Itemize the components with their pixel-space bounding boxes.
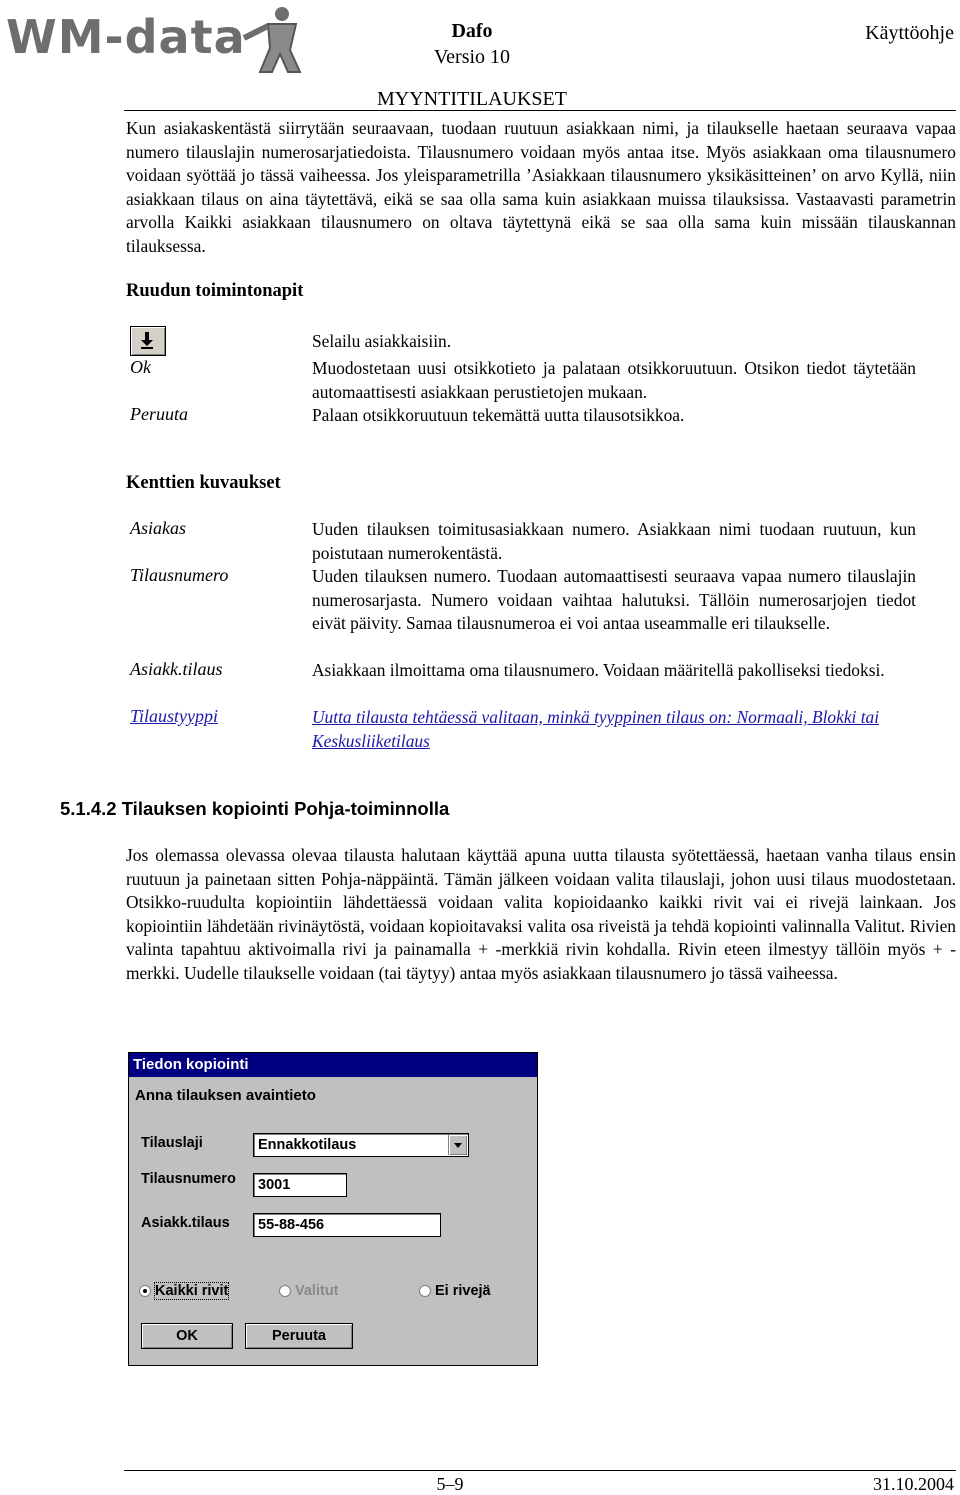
asiakk-tilaus-field[interactable]: 55-88-456 (253, 1213, 441, 1237)
radio-unselected-icon (279, 1285, 291, 1297)
term-ok: Ok (130, 357, 151, 377)
term-asiakas: Asiakas (130, 518, 186, 538)
browse-button[interactable] (130, 326, 166, 356)
fields-heading: Kenttien kuvaukset (126, 473, 281, 493)
section-title: MYYNTITILAUKSET (377, 88, 567, 110)
radio-ei-riveja-label: Ei rivejä (435, 1283, 491, 1299)
term-tilaustyyppi-link[interactable]: Tilaustyyppi (130, 706, 219, 726)
tilaustyyppi-desc-link[interactable]: Uutta tilausta tehtäessä valitaan, minkä tyyppinen tilaus on: Normaali, Blokki tai Keskusliiketilaus (312, 707, 880, 751)
radio-ei-riveja[interactable] (419, 1283, 491, 1299)
asiakk-tilaus-desc: Asiakkaan ilmoittama oma tilausnumero. Voidaan määritellä pakolliseksi tiedoksi. (312, 660, 885, 680)
radio-selected-icon (139, 1285, 151, 1297)
tilausnumero-field[interactable]: 3001 (253, 1173, 347, 1197)
dialog-prompt: Anna tilauksen avaintieto (135, 1087, 316, 1104)
buttons-heading: Ruudun toimintonapit (126, 281, 304, 301)
peruuta-desc: Palaan otsikkoruutuun tekemättä uutta tilausotsikkoa. (312, 405, 685, 425)
tilauslaji-value: Ennakkotilaus (258, 1137, 357, 1153)
radio-kaikki-rivit[interactable] (139, 1283, 228, 1299)
term-peruuta: Peruuta (130, 404, 188, 424)
tilausnumero-desc: Uuden tilauksen numero. Tuodaan automaattisesti seuraava vapaa numero tilauslajin numerosarjasta. Numero voidaan vaihtaa halutuksi. Tällöin numerosarjojen tiedot eivät päivity. Samaa tilausnumeroa ei voi antaa useammalle eri tilaukselle. (312, 566, 916, 633)
tilauslaji-select[interactable] (253, 1133, 469, 1157)
footer-date: 31.10.2004 (873, 1474, 954, 1494)
cancel-button[interactable]: Peruuta (245, 1323, 353, 1349)
page-number: 5–9 (436, 1474, 464, 1494)
doc-version: Versio 10 (433, 46, 511, 68)
intro-paragraph: Kun asiakaskentästä siirrytään seuraavaan, tuodaan ruutuun asiakkaan nimi, ja tilaukselle haetaan seuraava vapaa numero tilauslajin numerosarjatiedoista. Tilausnumero voidaan myös antaa itse. Myös asiakkaan oma tilausnumero voidaan syöttää jo tässä vaiheessa. Jos yleisparametrilla ’Asiakkaan tilausnumero yksikäsitteinen’ on arvo Kyllä, niin asiakkaan tilaus on aina täytettävä, eikä se saa olla sama kuin asiakkaan muissa tilauksissa. Vastaavasti parametrin arvolla Kaikki asiakkaan tilausnumero on oltava täytettynä eikä se saa olla sama kuin missään tilauskannan tilauksessa. (126, 118, 956, 256)
radio-unselected-icon (419, 1285, 431, 1297)
logo-text: WM-data (6, 10, 246, 64)
header-rule (124, 110, 956, 111)
asiakk-tilaus-label: Asiakk.tilaus (141, 1215, 230, 1231)
asiakas-desc: Uuden tilauksen toimitusasiakkaan numero. Asiakkaan nimi tuodaan ruutuun, kun poistutaan numerokentästä. (312, 519, 916, 563)
dropdown-button[interactable] (448, 1135, 467, 1155)
ok-desc: Muodostetaan uusi otsikkotieto ja palataan otsikkoruutuun. Otsikon tiedot täytetään automaattisesti asiakkaan perustietojen mukaan. (312, 358, 916, 402)
doc-title: Dafo (451, 20, 493, 42)
tilauslaji-label: Tilauslaji (141, 1135, 203, 1151)
radio-valitut (279, 1283, 339, 1299)
dialog-title: Tiedon kopiointi (129, 1053, 537, 1077)
ok-button[interactable]: OK (141, 1323, 233, 1349)
term-asiakk-tilaus: Asiakk.tilaus (130, 659, 223, 679)
copy-dialog (128, 1052, 538, 1366)
term-tilausnumero: Tilausnumero (130, 565, 229, 585)
logo-figure-icon (238, 4, 312, 76)
doc-type: Käyttöohje (865, 22, 954, 44)
browse-desc: Selailu asiakkaisiin. (312, 331, 452, 351)
arrow-down-icon (139, 331, 155, 349)
tilausnumero-label: Tilausnumero (141, 1171, 236, 1187)
chevron-down-icon (454, 1143, 462, 1148)
footer-rule (124, 1470, 956, 1471)
radio-kaikki-rivit-label: Kaikki rivit (155, 1283, 229, 1299)
radio-valitut-label: Valitut (295, 1283, 339, 1299)
copy-paragraph: Jos olemassa olevassa olevaa tilausta halutaan käyttää apuna uutta tilausta syötettäessä, haetaan vanha tilaus ensin ruutuun ja painetaan sitten Pohja-näppäintä. Tämän jälkeen voidaan valita tilauslaji, johon uusi tilaus muodostetaan. Otsikko-ruudulta kopiointiin lähdettäessä voidaan valita kopioidaanko kaikki rivit vai ei rivejä lainkaan. Jos kopiointiin lähdetään rivinäytöstä, voidaan kopioitavaksi valita osa riveistä ja tehdä kopiointi valinnalla Valitut. Rivien valinta tapahtuu aktivoimalla rivi ja painamalla + -merkkiä rivin kohdalla. Rivin eteen ilmestyy tällöin myös + -merkki. Uudelle tilaukselle voidaan (tai täytyy) antaa myös asiakkaan tilausnumero jo tässä vaiheessa. (126, 845, 956, 983)
copy-section-heading: 5.1.4.2 Tilauksen kopiointi Pohja-toiminnolla (60, 798, 450, 819)
wm-data-logo (6, 4, 312, 80)
